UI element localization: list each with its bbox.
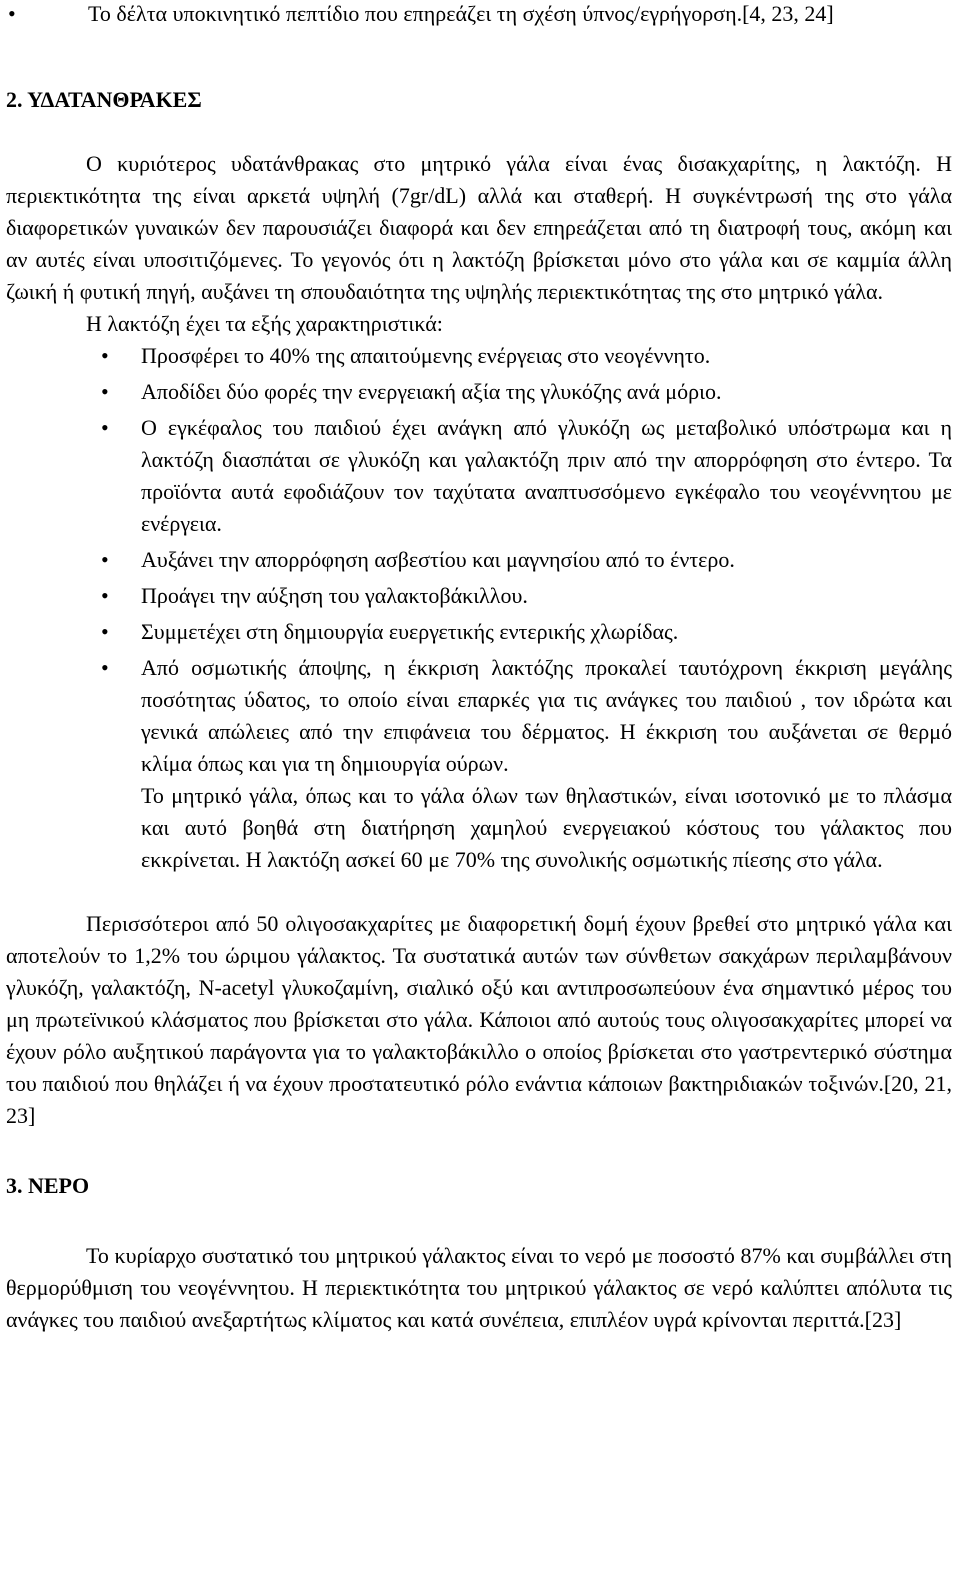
list-item: [101, 580, 952, 612]
list-item-text: Προσφέρει το 40% της απαιτούμενης ενέργειας στο νεογέννητο.: [141, 343, 711, 368]
list-item: [101, 412, 952, 540]
bullet-icon: •: [101, 343, 109, 368]
list-item-text: Ο εγκέφαλος του παιδιού έχει ανάγκη από γλυκόζη ως μεταβολικό υπόστρωμα και η λακτόζη διασπάται σε γλυκόζη και γαλακτόζη πριν από την απορρόφηση στο έντερο. Τα προϊόντα αυτά εφοδιάζουν τον ταχύτατα αναπτυσσόμενο εγκέφαλο του νεογέννητου με ενέργεια.: [141, 415, 952, 536]
list-item-text: Από οσμωτικής άποψης, η έκκριση λακτόζης προκαλεί ταυτόχρονη έκκριση μεγάλης ποσότητας ύδατος, το οποίο είναι επαρκές για τις ανάγκες του παιδιού , τον ιδρώτα και γενικά απώλειες από την επιφάνεια του δέρματος. Η έκκριση του αυξάνεται σε θερμό κλίμα όπως και για τη δημιουργία ούρων.: [141, 655, 952, 776]
bullet-icon: •: [101, 547, 109, 572]
spacer: [6, 876, 952, 908]
spacer: [6, 1132, 952, 1170]
lactose-features-list: [6, 340, 952, 780]
list-item: [101, 544, 952, 576]
list-item: [101, 616, 952, 648]
bullet-icon: •: [101, 655, 109, 680]
bullet-icon: •: [101, 415, 109, 440]
list-item: [101, 376, 952, 408]
spacer: [6, 116, 952, 148]
bullet-icon: •: [101, 583, 109, 608]
intro-bullet-text: Το δέλτα υποκινητικό πεπτίδιο που επηρεάζει τη σχέση ύπνος/εγρήγορση.[4, 23, 24]: [88, 1, 834, 26]
bullet-icon: •: [101, 619, 109, 644]
section-heading-water: 3. ΝΕΡΟ: [6, 1173, 90, 1198]
spacer: [6, 1202, 952, 1240]
list-item-text: Αποδίδει δύο φορές την ενεργειακή αξία της γλυκόζης ανά μόριο.: [141, 379, 722, 404]
water-paragraph: Το κυρίαρχο συστατικό του μητρικού γάλακτος είναι το νερό με ποσοστό 87% και συμβάλλει στη θερμορύθμιση του νεογέννητου. Η περιεκτικότητα του μητρικού γάλακτος σε νερό καλύπτει απόλυτα τις ανάγκες του παιδιού ανεξαρτήτως κλίματος και κατά συνέπεια, επιπλέον υγρά κρίνονται περιττά.[23]: [6, 1243, 952, 1332]
isotonic-paragraph: Το μητρικό γάλα, όπως και το γάλα όλων των θηλαστικών, είναι ισοτονικό με το πλάσμα και αυτό βοηθά στη διατήρηση χαμηλού ενεργειακού κόστους του γάλακτος που εκκρίνεται. Η λακτόζη ασκεί 60 με 70% της συνολικής οσμωτικής πίεσης στο γάλα.: [141, 783, 952, 872]
intro-bullet-item: [6, 0, 952, 30]
oligosaccharides-paragraph: Περισσότεροι από 50 ολιγοσακχαρίτες με διαφορετική δομή έχουν βρεθεί στο μητρικό γάλα και αποτελούν το 1,2% του ώριμου γάλακτος. Τα συστατικά αυτών των σύνθετων σακχάρων περιλαμβάνουν γλυκόζη, γαλακτόζη, N-acetyl γλυκοζαμίνη, σιαλικό οξύ και αντιπροσωπεύουν ένα σημαντικό μέρος του μη πρωτεϊνικού κλάσματος που βρίσκεται στο γάλα. Κάποιοι από αυτούς τους ολιγοσακχαρίτες μπορεί να έχουν ρόλο αυξητικού παράγοντα για το γαλακτοβάκιλλο ο οποίος βρίσκεται στο γαστρεντερικό σύστημα του παιδιού που θηλάζει ή να έχουν προστατευτικό ρόλο ενάντια κάποιων βακτηριδιακών τοξινών.[20, 21, 23]: [6, 911, 952, 1128]
list-item-text: Προάγει την αύξηση του γαλακτοβάκιλλου.: [141, 583, 528, 608]
section-heading-carbohydrates: 2. ΥΔΑΤΑΝΘΡΑΚΕΣ: [6, 87, 202, 112]
list-item-text: Συμμετέχει στη δημιουργία ευεργετικής εντερικής χλωρίδας.: [141, 619, 679, 644]
list-item: [101, 652, 952, 780]
spacer: [6, 30, 952, 84]
list-item-text: Αυξάνει την απορρόφηση ασβεστίου και μαγνησίου από το έντερο.: [141, 547, 735, 572]
bullet-icon: •: [101, 379, 109, 404]
bullet-icon: •: [8, 1, 16, 26]
carbohydrates-paragraph: Ο κυριότερος υδατάνθρακας στο μητρικό γάλα είναι ένας δισακχαρίτης, η λακτόζη. Η περιεκτικότητα της είναι αρκετά υψηλή (7gr/dL) αλλά και σταθερή. Η συγκέντρωσή της στο γάλα διαφορετικών γυναικών δεν παρουσιάζει διαφορά και δεν επηρεάζεται από τη διατροφή τους, ακόμη και αν αυτές είναι υποσιτιζόμενες. Το γεγονός ότι η λακτόζη βρίσκεται μόνο στο γάλα και σε καμμία άλλη ζωική ή φυτική πηγή, αυξάνει τη σπουδαιότητα της υψηλής περιεκτικότητας της στο μητρικό γάλα.: [6, 151, 952, 304]
lactose-features-intro: Η λακτόζη έχει τα εξής χαρακτηριστικά:: [86, 311, 443, 336]
list-item: [101, 340, 952, 372]
